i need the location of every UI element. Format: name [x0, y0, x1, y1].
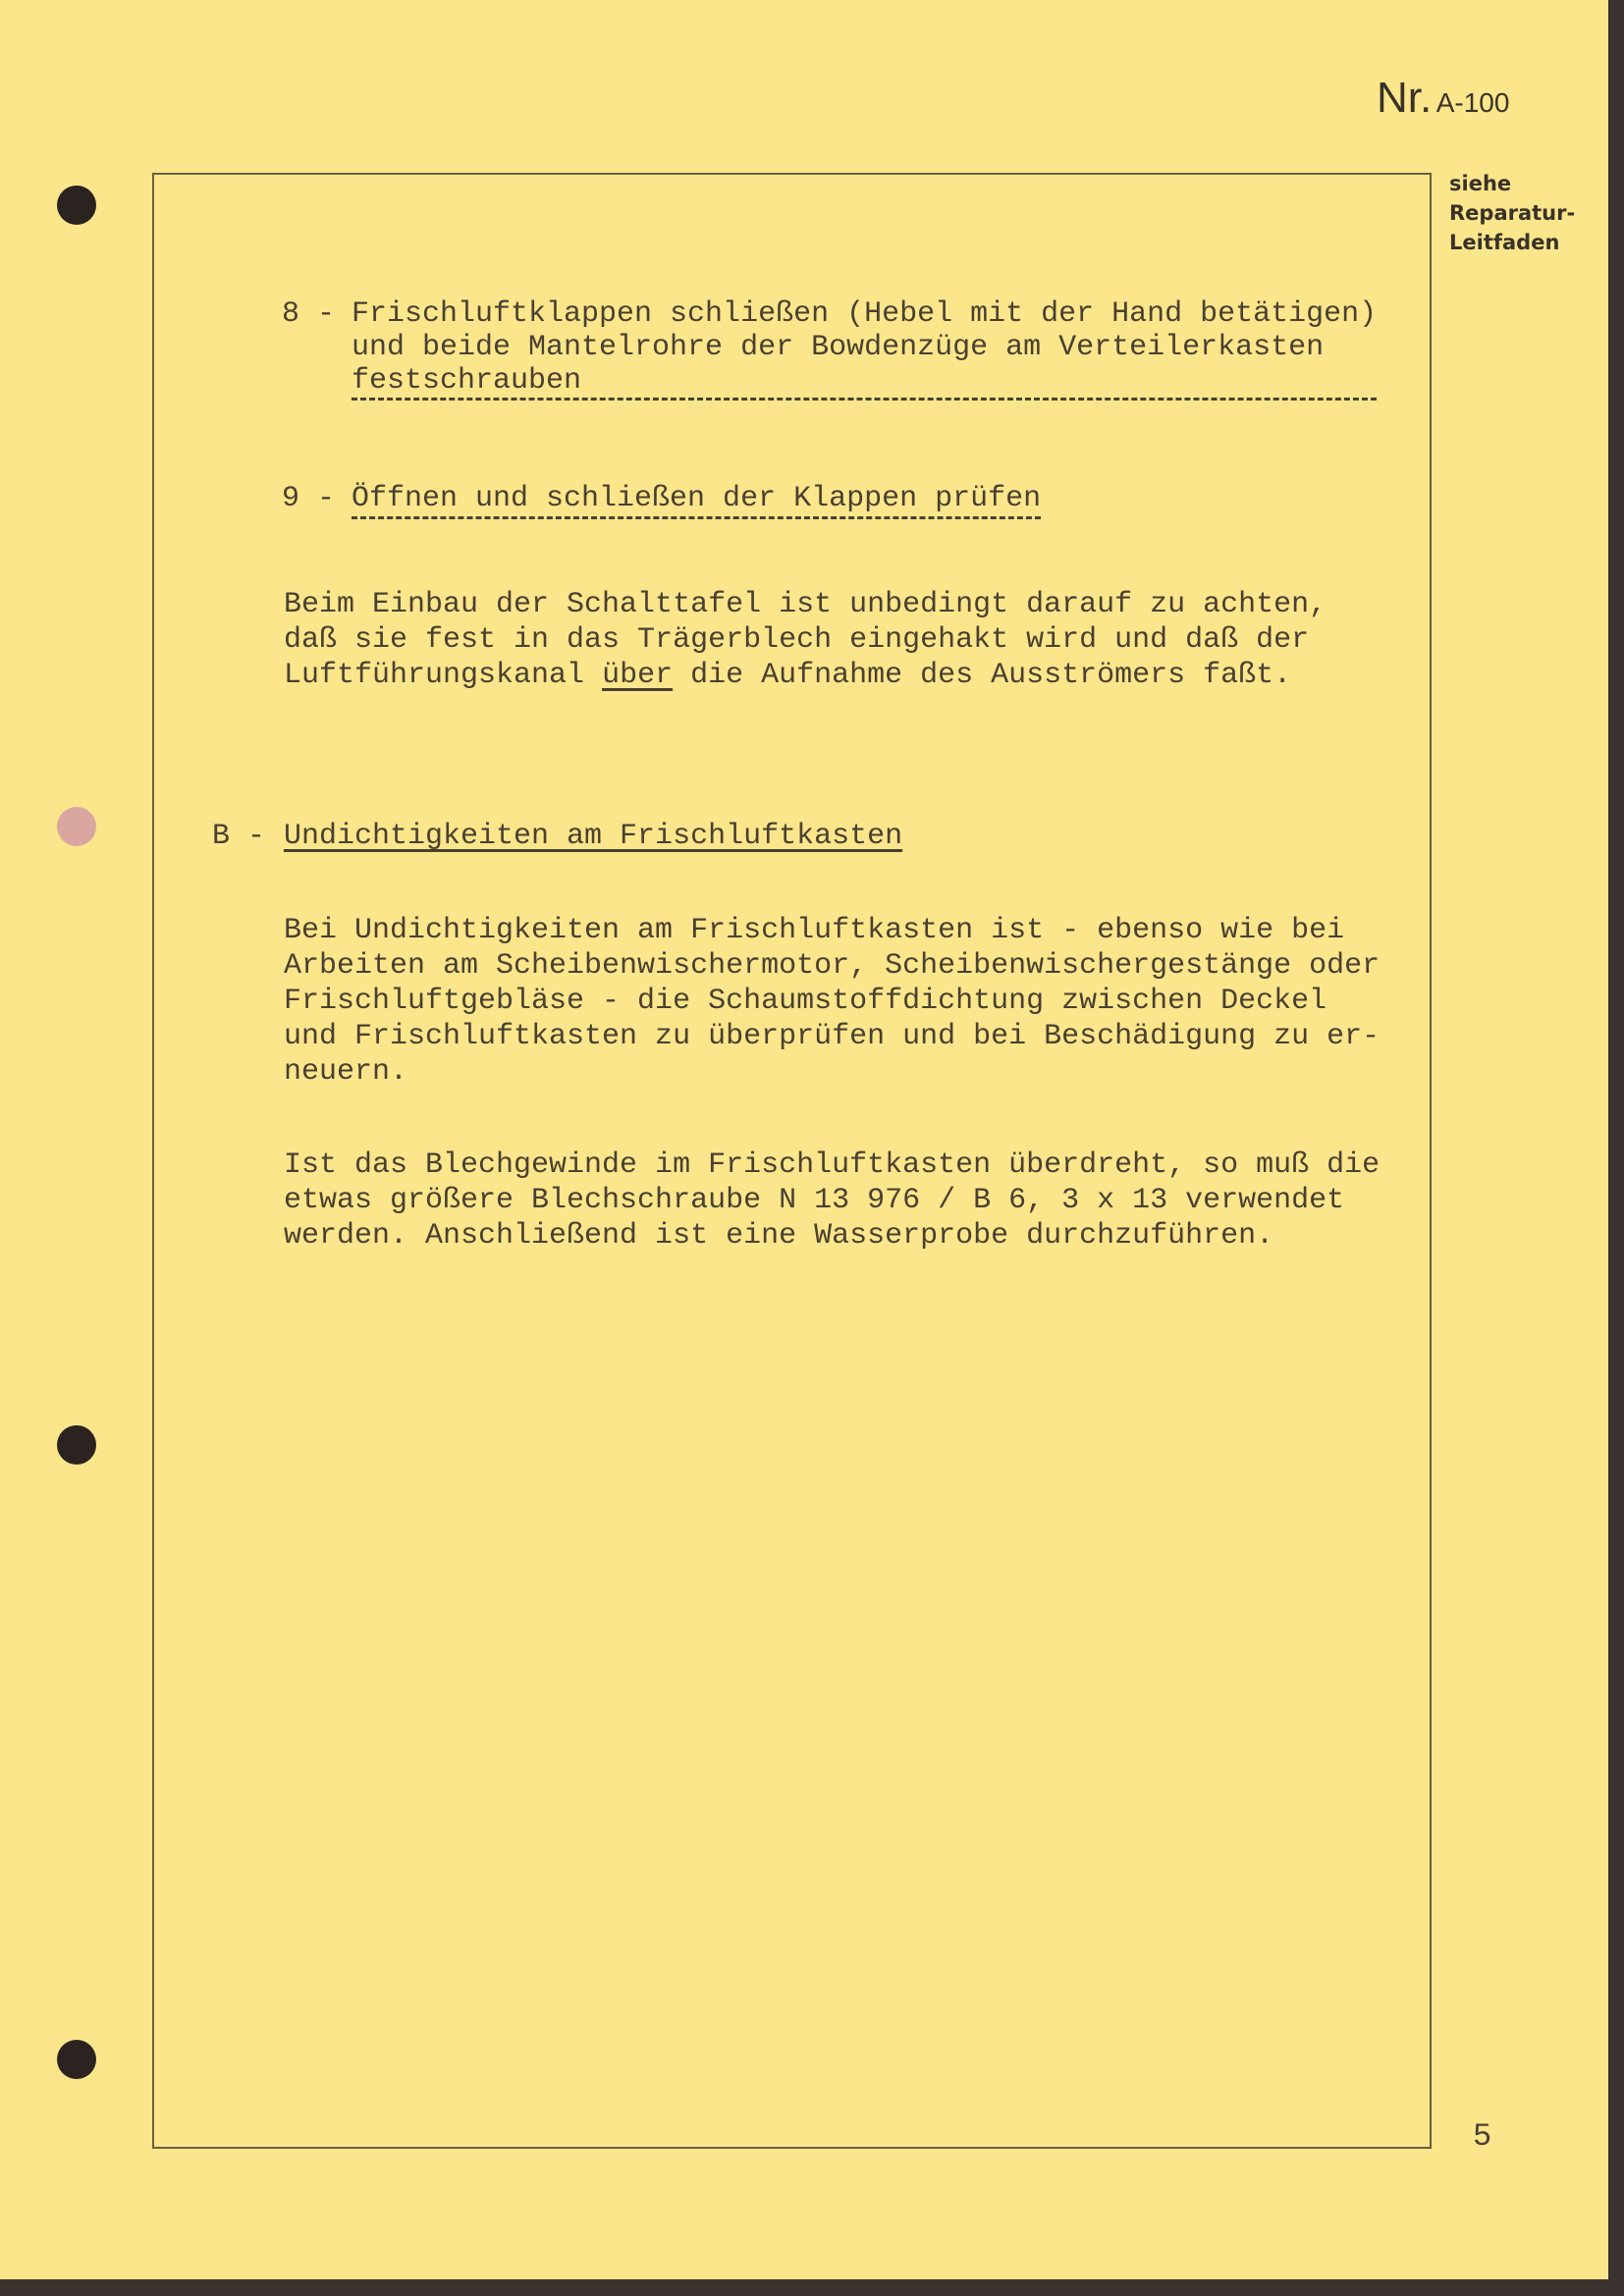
item-text-line: und beide Mantelrohre der Bowdenzüge am Verteilerkasten: [352, 331, 1325, 364]
item-text-line: Öffnen und schließen der Klappen prüfen: [352, 482, 1042, 515]
document-number: [1377, 74, 1509, 123]
punch-hole: [57, 1425, 96, 1465]
section-letter: B -: [212, 820, 266, 853]
item-number: 9 -: [282, 482, 336, 515]
note-text: die Aufnahme des Ausströmers faßt.: [673, 659, 1292, 692]
note-line: daß sie fest in das Trägerblech eingehakt wird und daß der: [284, 623, 1310, 657]
nr-label: Nr.: [1377, 74, 1433, 122]
note-text: Luftführungskanal: [284, 659, 603, 692]
item-number: 8 -: [282, 297, 336, 331]
item-text-line: Frischluftklappen schließen (Hebel mit der Hand betätigen): [352, 297, 1378, 331]
punch-hole: [57, 2040, 96, 2079]
side-note: [1449, 169, 1575, 257]
nr-value: A-100: [1435, 87, 1510, 118]
paragraph-line: werden. Anschließend ist eine Wasserprobe durchzuführen.: [284, 1219, 1274, 1253]
punch-hole: [57, 186, 96, 225]
paragraph-line: neuern.: [284, 1055, 408, 1089]
paragraph-line: Frischluftgebläse - die Schaumstoffdichtung zwischen Deckel: [284, 985, 1327, 1018]
dashed-underline: [352, 398, 1377, 400]
dashed-underline: [352, 516, 1041, 519]
side-note-line: Leitfaden: [1449, 231, 1560, 254]
side-note-line: siehe: [1449, 172, 1512, 195]
side-note-line: Reparatur-: [1449, 201, 1576, 225]
item-text-line: festschrauben: [352, 364, 582, 398]
page-number: 5: [1473, 2118, 1492, 2155]
paragraph-line: und Frischluftkasten zu überprüfen und bei Beschädigung zu er-: [284, 1020, 1380, 1053]
note-line: Beim Einbau der Schalttafel ist unbedingt darauf zu achten,: [284, 588, 1327, 621]
paragraph-line: Arbeiten am Scheibenwischermotor, Scheibenwischergestänge oder: [284, 949, 1380, 983]
paragraph-line: etwas größere Blechschraube N 13 976 / B 6, 3 x 13 verwendet: [284, 1184, 1345, 1217]
section-title: Undichtigkeiten am Frischluftkasten: [284, 820, 903, 853]
note-line: [284, 658, 1291, 693]
paragraph-line: Ist das Blechgewinde im Frischluftkasten überdreht, so muß die: [284, 1148, 1380, 1182]
paragraph-line: Bei Undichtigkeiten am Frischluftkasten ist - ebenso wie bei: [284, 914, 1345, 947]
underlined-word: über: [602, 659, 674, 692]
punch-hole: [57, 807, 96, 846]
